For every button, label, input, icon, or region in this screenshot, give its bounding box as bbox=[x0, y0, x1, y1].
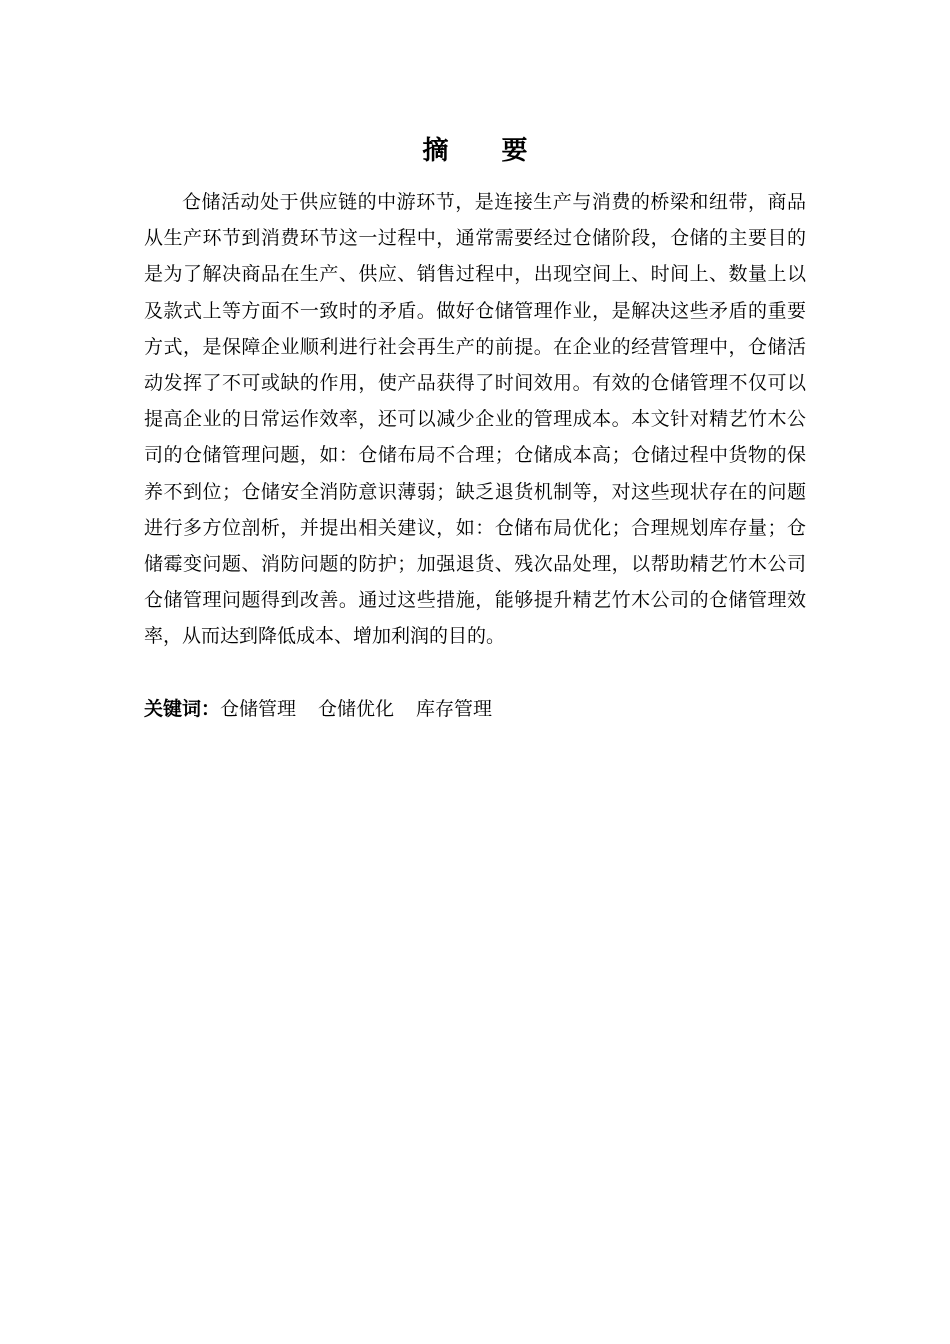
keywords-label: 关键词： bbox=[144, 698, 221, 720]
keyword-item: 仓储管理 bbox=[220, 698, 297, 720]
abstract-title: 摘 要 bbox=[422, 136, 550, 166]
keywords-line bbox=[144, 692, 806, 726]
abstract-paragraph: 仓储活动处于供应链的中游环节，是连接生产与消费的桥梁和纽带，商品从生产环节到消费环节这一过程中，通常需要经过仓储阶段，仓储的主要目的是为了解决商品在生产、供应、销售过程中，出现空间上、时间上、数量上以及款式上等方面不一致时的矛盾。做好仓储管理作业，是解决这些矛盾的重要方式，是保障企业顺利进行社会再生产的前提。在企业的经营管理中，仓储活动发挥了不可或缺的作用，使产品获得了时间效用。有效的仓储管理不仅可以提高企业的日常运作效率，还可以减少企业的管理成本。本文针对精艺竹木公司的仓储管理问题，如：仓储布局不合理；仓储成本高；仓储过程中货物的保养不到位；仓储安全消防意识薄弱；缺乏退货机制等，对这些现状存在的问题进行多方位剖析，并提出相关建议，如：仓储布局优化；合理规划库存量；仓储霉变问题、消防问题的防护；加强退货、残次品处理，以帮助精艺竹木公司仓储管理问题得到改善。通过这些措施，能够提升精艺竹木公司的仓储管理效率，从而达到降低成本、增加利润的目的。 bbox=[144, 191, 806, 648]
keyword-item: 仓储优化 bbox=[318, 698, 395, 720]
keyword-item: 库存管理 bbox=[416, 698, 493, 720]
